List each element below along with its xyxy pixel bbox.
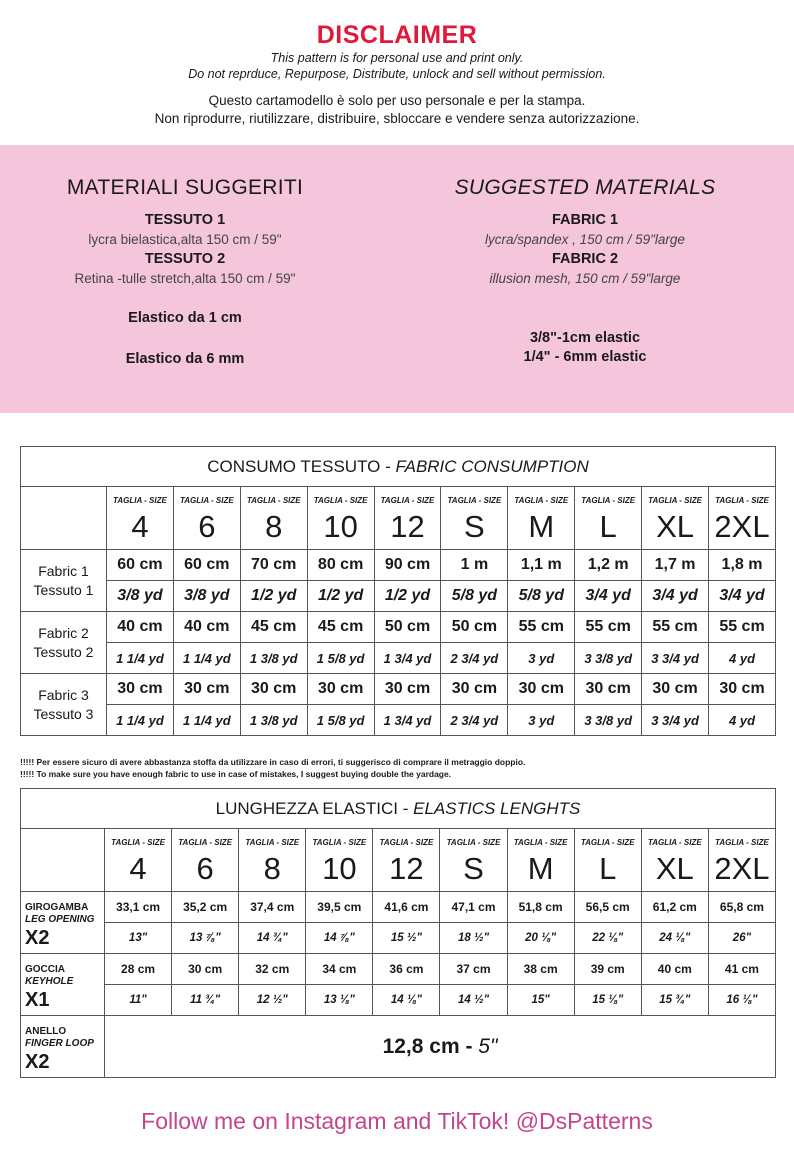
yd-value: 1 1/4 yd: [173, 705, 240, 736]
size-label: 2XL: [709, 505, 776, 550]
cm-value: 56,5 cm: [574, 892, 641, 923]
cm-value: 30 cm: [172, 954, 239, 985]
size-label: XL: [641, 847, 708, 892]
cm-value: 30 cm: [508, 674, 575, 705]
cm-value: 30 cm: [307, 674, 374, 705]
elastic1-it: Elastico da 1 cm: [128, 310, 242, 326]
fabric-label-it: Tessuto 1: [33, 581, 94, 598]
table-row: [21, 612, 776, 643]
cm-value: 51,8 cm: [507, 892, 574, 923]
cm-value: 30 cm: [575, 674, 642, 705]
yd-value: 3/8 yd: [173, 581, 240, 612]
cm-value: 60 cm: [173, 550, 240, 581]
cm-value: 80 cm: [307, 550, 374, 581]
cm-value: 61,2 cm: [641, 892, 708, 923]
size-tag: TAGLIA - SIZE: [239, 829, 306, 847]
fabric1-desc-it: lycra bielastica,alta 150 cm / 59": [88, 232, 282, 247]
yd-value: 3/8 yd: [107, 581, 174, 612]
inch-value: 14 ½": [440, 985, 507, 1016]
size-label: 8: [239, 847, 306, 892]
fabric-label-en: Fabric 1: [38, 562, 89, 579]
yd-value: 3 3/4 yd: [642, 705, 709, 736]
fabric1-desc-en: lycra/spandex , 150 cm / 59"large: [485, 232, 685, 247]
elastics-title-it: LUNGHEZZA ELASTICI -: [215, 798, 414, 818]
size-label: M: [508, 505, 575, 550]
elastics-title: [21, 789, 776, 829]
size-tag: TAGLIA - SIZE: [306, 829, 373, 847]
cm-value: 33,1 cm: [105, 892, 172, 923]
cm-value: 30 cm: [107, 674, 174, 705]
yd-value: 1 5/8 yd: [307, 643, 374, 674]
cm-value: 39,5 cm: [306, 892, 373, 923]
size-label: 12: [374, 505, 441, 550]
materials-panel: [0, 145, 794, 413]
size-label: L: [574, 847, 641, 892]
size-label: 10: [306, 847, 373, 892]
inch-value: 13": [105, 923, 172, 954]
consumption-title: [21, 447, 776, 487]
inch-value: 15": [507, 985, 574, 1016]
cm-value: 1,8 m: [709, 550, 776, 581]
cm-value: 30 cm: [709, 674, 776, 705]
fabric2-name-en: FABRIC 2: [551, 251, 619, 267]
yd-value: 3 3/4 yd: [642, 643, 709, 674]
social-footer: Follow me on Instagram and TikTok! @DsPatterns: [141, 1108, 653, 1134]
yd-value: 1 3/8 yd: [240, 705, 307, 736]
elastic1-en: 3/8"-1cm elastic: [529, 330, 641, 346]
finger-label-it: ANELLO: [25, 1025, 67, 1037]
disclaimer-it-line2: Non riprodurre, riutilizzare, distribuire, sbloccare e vendere senza autorizzazione.: [154, 111, 640, 126]
size-label: L: [575, 505, 642, 550]
yd-value: 1 3/8 yd: [240, 643, 307, 674]
table-row: [21, 705, 776, 736]
table-row: [21, 550, 776, 581]
inch-value: 14 ⅞": [306, 923, 373, 954]
size-label: M: [507, 847, 574, 892]
disclaimer-block: [0, 20, 794, 128]
yd-value: 1 1/4 yd: [173, 643, 240, 674]
table-row: [21, 985, 776, 1016]
fabric-row-label: [21, 674, 107, 736]
cm-value: 40 cm: [107, 612, 174, 643]
corner-cell: [21, 487, 107, 550]
materials-english: [400, 175, 770, 367]
table-row: [21, 581, 776, 612]
size-label: 8: [240, 505, 307, 550]
inch-value: 11": [105, 985, 172, 1016]
inch-value: 26": [708, 923, 775, 954]
cm-value: 30 cm: [240, 674, 307, 705]
cm-value: 55 cm: [642, 612, 709, 643]
size-label: 10: [307, 505, 374, 550]
cm-value: 28 cm: [105, 954, 172, 985]
yd-value: 3 yd: [508, 643, 575, 674]
inch-value: 14 ⅛": [373, 985, 440, 1016]
corner-cell: [21, 829, 105, 892]
elastic2-it: Elastico da 6 mm: [125, 351, 245, 367]
size-tag: TAGLIA - SIZE: [508, 487, 575, 505]
yd-value: 1/2 yd: [307, 581, 374, 612]
fabric1-name-it: TESSUTO 1: [144, 212, 226, 228]
cm-value: 39 cm: [574, 954, 641, 985]
inch-value: 24 ⅛": [641, 923, 708, 954]
yd-value: 5/8 yd: [441, 581, 508, 612]
cm-value: 55 cm: [575, 612, 642, 643]
elastic-label-it: GOCCIA: [25, 963, 65, 975]
inch-value: 12 ½": [239, 985, 306, 1016]
yd-value: 2 3/4 yd: [441, 643, 508, 674]
table-row: [21, 674, 776, 705]
size-tag: TAGLIA - SIZE: [507, 829, 574, 847]
cm-value: 30 cm: [173, 674, 240, 705]
materials-heading-it: MATERIALI SUGGERITI: [66, 176, 304, 199]
elastics-table: [20, 788, 776, 1078]
elastics-title-en: ELASTICS LENGHTS: [413, 798, 581, 818]
yd-value: 3/4 yd: [642, 581, 709, 612]
finger-label-en: FINGER LOOP: [25, 1037, 94, 1049]
size-label: 6: [173, 505, 240, 550]
yd-value: 3/4 yd: [575, 581, 642, 612]
cm-value: 36 cm: [373, 954, 440, 985]
size-label: XL: [642, 505, 709, 550]
size-tag: TAGLIA - SIZE: [373, 829, 440, 847]
size-label: S: [440, 847, 507, 892]
elastic-row-label: [21, 892, 105, 954]
yd-value: 4 yd: [709, 643, 776, 674]
finger-loop-label: [21, 1016, 105, 1078]
consumption-title-it: CONSUMO TESSUTO -: [207, 456, 396, 476]
fabric-note-it: !!!!! Per essere sicuro di avere abbastanza stoffa da utilizzare in caso di errori, ti suggerisco di comprare il metraggio doppio.: [20, 757, 526, 767]
elastic-row-label: [21, 954, 105, 1016]
size-tag: TAGLIA - SIZE: [440, 829, 507, 847]
yd-value: 1 5/8 yd: [307, 705, 374, 736]
materials-italian: [0, 175, 370, 369]
elastic-label-en: LEG OPENING: [25, 913, 95, 925]
fabric-consumption-table: [20, 446, 776, 736]
cm-value: 35,2 cm: [172, 892, 239, 923]
cm-value: 40 cm: [641, 954, 708, 985]
fabric-label-it: Tessuto 3: [33, 705, 94, 722]
elastic-multiplier: X2: [25, 926, 50, 949]
consumption-title-en: FABRIC CONSUMPTION: [395, 456, 589, 476]
size-tag: TAGLIA - SIZE: [307, 487, 374, 505]
cm-value: 55 cm: [508, 612, 575, 643]
yd-value: 3/4 yd: [709, 581, 776, 612]
size-tag: TAGLIA - SIZE: [240, 487, 307, 505]
size-label: S: [441, 505, 508, 550]
size-tag: TAGLIA - SIZE: [574, 829, 641, 847]
yd-value: 1 1/4 yd: [107, 643, 174, 674]
inch-value: 18 ½": [440, 923, 507, 954]
cm-value: 32 cm: [239, 954, 306, 985]
cm-value: 37,4 cm: [239, 892, 306, 923]
fabric-note-en: !!!!! To make sure you have enough fabric to use in case of mistakes, I suggest buying double the yardage.: [20, 769, 452, 779]
disclaimer-title: DISCLAIMER: [316, 21, 478, 49]
yd-value: 3 yd: [508, 705, 575, 736]
disclaimer-it-line1: Questo cartamodello è solo per uso personale e per la stampa.: [208, 93, 586, 108]
cm-value: 30 cm: [441, 674, 508, 705]
cm-value: 45 cm: [307, 612, 374, 643]
finger-multiplier: X2: [25, 1050, 50, 1073]
cm-value: 41,6 cm: [373, 892, 440, 923]
cm-value: 34 cm: [306, 954, 373, 985]
cm-value: 60 cm: [107, 550, 174, 581]
size-tag: TAGLIA - SIZE: [642, 487, 709, 505]
fabric-label-en: Fabric 3: [38, 686, 89, 703]
cm-value: 1,2 m: [575, 550, 642, 581]
inch-value: 20 ⅛": [507, 923, 574, 954]
size-tag: TAGLIA - SIZE: [374, 487, 441, 505]
cm-value: 70 cm: [240, 550, 307, 581]
cm-value: 90 cm: [374, 550, 441, 581]
size-tag: TAGLIA - SIZE: [641, 829, 708, 847]
cm-value: 1,1 m: [508, 550, 575, 581]
fabric1-name-en: FABRIC 1: [551, 212, 619, 228]
fabric-label-en: Fabric 2: [38, 624, 89, 641]
yd-value: 4 yd: [709, 705, 776, 736]
elastic-label-en: KEYHOLE: [25, 975, 74, 987]
size-label: 4: [105, 847, 172, 892]
inch-value: 14 ¾": [239, 923, 306, 954]
disclaimer-en-line2: Do not reprduce, Repurpose, Distribute, unlock and sell without permission.: [188, 67, 606, 81]
size-tag: TAGLIA - SIZE: [105, 829, 172, 847]
finger-value-in: 5": [478, 1034, 498, 1058]
cm-value: 45 cm: [240, 612, 307, 643]
size-tag: TAGLIA - SIZE: [708, 829, 775, 847]
inch-value: 16 ⅛": [708, 985, 775, 1016]
cm-value: 50 cm: [374, 612, 441, 643]
size-label: 4: [107, 505, 174, 550]
cm-value: 65,8 cm: [708, 892, 775, 923]
elastic-multiplier: X1: [25, 988, 50, 1011]
size-tag: TAGLIA - SIZE: [172, 829, 239, 847]
cm-value: 50 cm: [441, 612, 508, 643]
materials-heading-en: SUGGESTED MATERIALS: [454, 176, 716, 199]
disclaimer-en-line1: This pattern is for personal use and print only.: [270, 51, 524, 65]
size-tag: TAGLIA - SIZE: [441, 487, 508, 505]
yd-value: 3 3/8 yd: [575, 705, 642, 736]
inch-value: 15 ¾": [641, 985, 708, 1016]
cm-value: 41 cm: [708, 954, 775, 985]
size-label: 12: [373, 847, 440, 892]
fabric-note: [20, 756, 525, 780]
inch-value: 22 ⅛": [574, 923, 641, 954]
fabric2-name-it: TESSUTO 2: [144, 251, 226, 267]
inch-value: 13 ⅛": [306, 985, 373, 1016]
table-row: [21, 954, 776, 985]
fabric-row-label: [21, 550, 107, 612]
table-row: [21, 892, 776, 923]
fabric2-desc-it: Retina -tulle stretch,alta 150 cm / 59": [74, 271, 296, 286]
size-tag: TAGLIA - SIZE: [709, 487, 776, 505]
yd-value: 5/8 yd: [508, 581, 575, 612]
yd-value: 3 3/8 yd: [575, 643, 642, 674]
finger-value-cm: 12,8 cm -: [382, 1034, 479, 1058]
cm-value: 30 cm: [642, 674, 709, 705]
yd-value: 1/2 yd: [240, 581, 307, 612]
cm-value: 37 cm: [440, 954, 507, 985]
elastic-label-it: GIROGAMBA: [25, 901, 89, 913]
elastic2-en: 1/4" - 6mm elastic: [523, 349, 647, 365]
inch-value: 15 ½": [373, 923, 440, 954]
yd-value: 1 3/4 yd: [374, 643, 441, 674]
fabric2-desc-en: illusion mesh, 150 cm / 59"large: [489, 271, 681, 286]
cm-value: 1,7 m: [642, 550, 709, 581]
inch-value: 15 ⅛": [574, 985, 641, 1016]
yd-value: 1 1/4 yd: [107, 705, 174, 736]
cm-value: 40 cm: [173, 612, 240, 643]
inch-value: 11 ¾": [172, 985, 239, 1016]
finger-loop-value: [105, 1016, 776, 1078]
fabric-label-it: Tessuto 2: [33, 643, 94, 660]
size-label: 2XL: [708, 847, 775, 892]
cm-value: 55 cm: [709, 612, 776, 643]
cm-value: 47,1 cm: [440, 892, 507, 923]
cm-value: 30 cm: [374, 674, 441, 705]
cm-value: 1 m: [441, 550, 508, 581]
size-tag: TAGLIA - SIZE: [107, 487, 174, 505]
size-tag: TAGLIA - SIZE: [173, 487, 240, 505]
size-label: 6: [172, 847, 239, 892]
table-row: [21, 643, 776, 674]
size-tag: TAGLIA - SIZE: [575, 487, 642, 505]
yd-value: 1/2 yd: [374, 581, 441, 612]
yd-value: 1 3/4 yd: [374, 705, 441, 736]
inch-value: 13 ⅞": [172, 923, 239, 954]
cm-value: 38 cm: [507, 954, 574, 985]
fabric-row-label: [21, 612, 107, 674]
yd-value: 2 3/4 yd: [441, 705, 508, 736]
table-row: [21, 923, 776, 954]
